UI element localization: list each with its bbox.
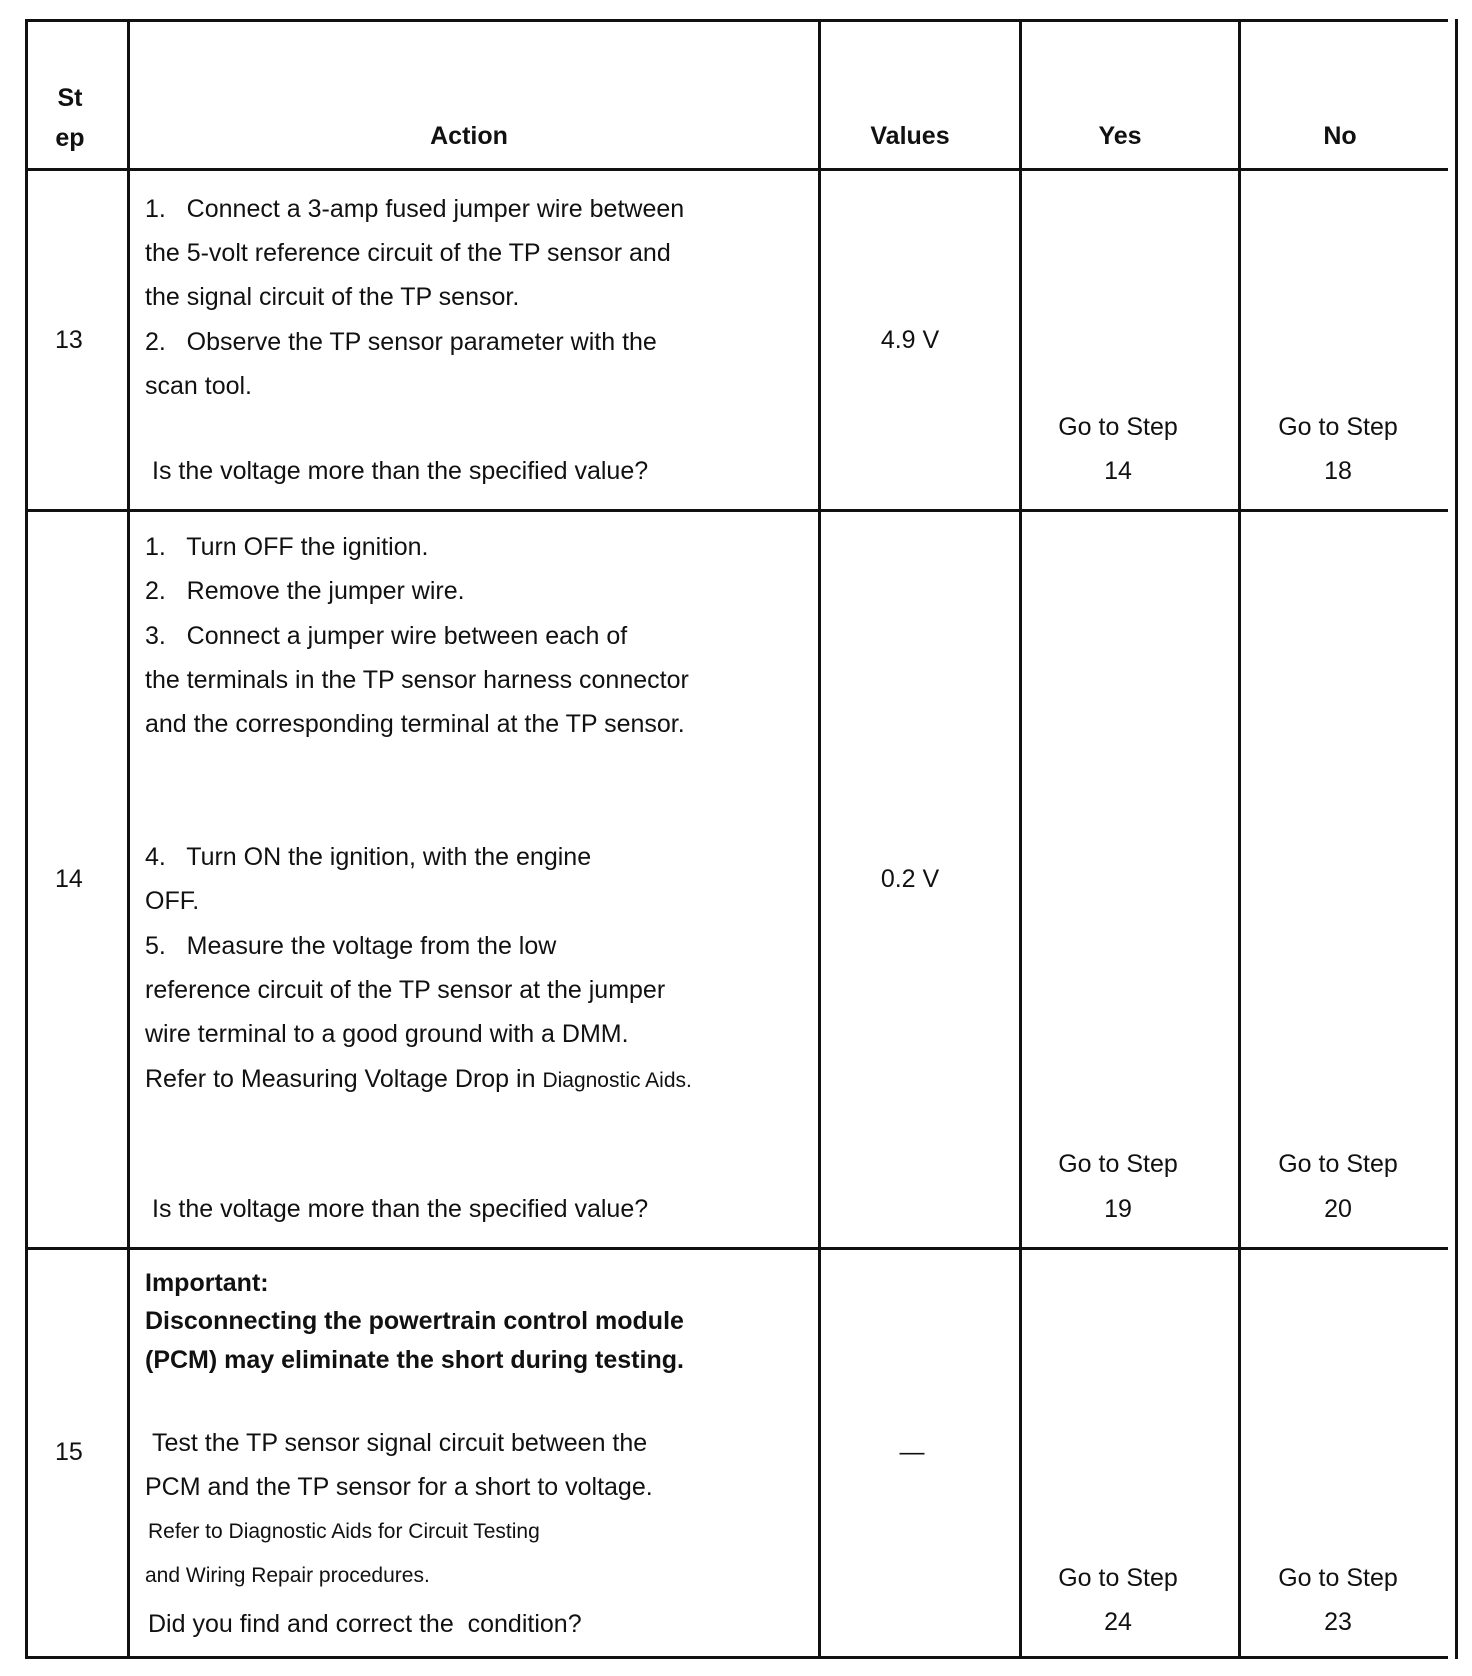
value-cell: 4.9 V <box>880 326 940 354</box>
row-divider <box>25 1247 1448 1250</box>
step-number: 13 <box>55 326 83 354</box>
yes-goto-label: Go to Step <box>1058 413 1178 441</box>
action-line: 1. Connect a 3-amp fused jumper wire between <box>145 195 685 223</box>
header-step-line1: St <box>57 84 83 112</box>
value-cell: — <box>899 1438 925 1466</box>
header-step-line2: ep <box>55 124 85 152</box>
action-line: the 5-volt reference circuit of the TP sensor and <box>145 239 671 267</box>
action-line: 3. Connect a jumper wire between each of <box>145 622 628 650</box>
header-yes: Yes <box>1098 122 1142 150</box>
value-cell: 0.2 V <box>880 865 940 893</box>
header-no: No <box>1323 122 1357 150</box>
column-divider <box>127 19 130 1659</box>
step-number: 14 <box>55 865 83 893</box>
diagnostic-aids-reference: Diagnostic Aids. <box>542 1069 692 1092</box>
action-line: wire terminal to a good ground with a DMM. <box>145 1020 629 1048</box>
yes-goto-step: 14 <box>1104 457 1132 485</box>
no-goto-step: 18 <box>1324 457 1352 485</box>
yes-goto-step: 24 <box>1104 1608 1132 1636</box>
action-line: and the corresponding terminal at the TP sensor. <box>145 710 685 738</box>
action-line: reference circuit of the TP sensor at the jumper <box>145 976 666 1004</box>
action-line: and Wiring Repair procedures. <box>145 1564 430 1587</box>
column-divider <box>1019 19 1022 1659</box>
action-line: the terminals in the TP sensor harness connector <box>145 666 689 694</box>
action-text: Refer to Measuring Voltage Drop in <box>145 1065 543 1093</box>
important-heading: Important: <box>145 1269 269 1297</box>
table-border-bottom <box>25 1656 1448 1659</box>
no-goto-label: Go to Step <box>1278 1150 1398 1178</box>
action-question: Did you find and correct the condition? <box>148 1610 582 1638</box>
header-divider <box>25 168 1448 171</box>
action-question: Is the voltage more than the specified value? <box>152 1195 649 1223</box>
step-number: 15 <box>55 1438 83 1466</box>
action-line: PCM and the TP sensor for a short to voltage. <box>145 1473 653 1501</box>
no-goto-label: Go to Step <box>1278 413 1398 441</box>
action-line <box>145 1067 692 1092</box>
yes-goto-label: Go to Step <box>1058 1564 1178 1592</box>
important-note-line: (PCM) may eliminate the short during testing. <box>145 1346 684 1374</box>
important-note-line: Disconnecting the powertrain control module <box>145 1307 684 1335</box>
action-line: the signal circuit of the TP sensor. <box>145 283 520 311</box>
column-divider <box>818 19 821 1659</box>
yes-goto-step: 19 <box>1104 1195 1132 1223</box>
row-divider <box>25 509 1448 512</box>
column-divider <box>1238 19 1241 1659</box>
action-line: 2. Observe the TP sensor parameter with the <box>145 328 657 356</box>
yes-goto-label: Go to Step <box>1058 1150 1178 1178</box>
action-line: 1. Turn OFF the ignition. <box>145 533 429 561</box>
action-line: Test the TP sensor signal circuit between the <box>152 1429 648 1457</box>
no-goto-step: 20 <box>1324 1195 1352 1223</box>
header-values: Values <box>870 122 950 150</box>
action-line: scan tool. <box>145 372 253 400</box>
action-line: 5. Measure the voltage from the low <box>145 932 557 960</box>
action-line: Refer to Diagnostic Aids for Circuit Testing <box>148 1520 540 1543</box>
action-line: 4. Turn ON the ignition, with the engine <box>145 843 592 871</box>
no-goto-label: Go to Step <box>1278 1564 1398 1592</box>
table-border-right <box>1455 19 1458 1659</box>
action-line: 2. Remove the jumper wire. <box>145 577 465 605</box>
no-goto-step: 23 <box>1324 1608 1352 1636</box>
table-border-left <box>25 19 28 1659</box>
action-line: OFF. <box>145 887 200 915</box>
action-question: Is the voltage more than the specified value? <box>152 457 649 485</box>
table-border-top <box>25 19 1448 22</box>
header-action: Action <box>430 122 508 150</box>
